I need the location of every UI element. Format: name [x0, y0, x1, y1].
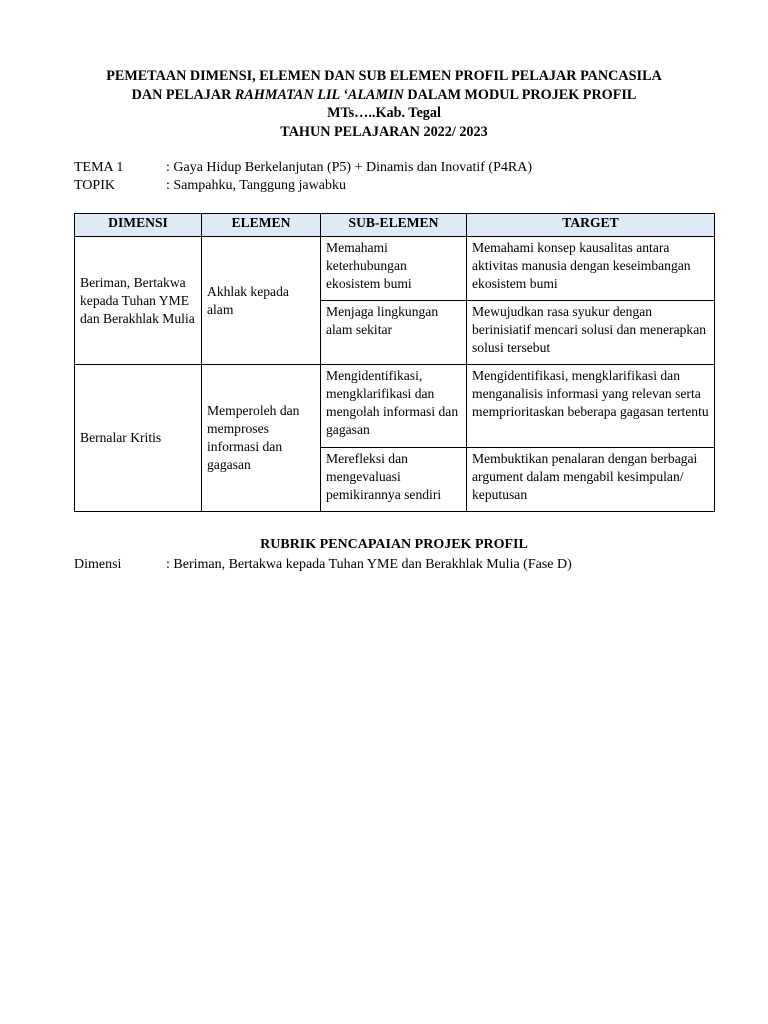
document-title — [0, 67, 768, 141]
tema-label: TEMA 1 — [74, 160, 124, 175]
table-header-row — [75, 214, 715, 237]
topik-label: TOPIK — [74, 178, 115, 193]
topik-value: : Sampahku, Tanggung jawabku — [166, 178, 346, 193]
table-row — [75, 237, 715, 301]
title-line-2-post: DALAM MODUL PROJEK PROFIL — [403, 86, 637, 103]
elemen-cell: Memperoleh dan memproses informasi dan gagasan — [202, 365, 321, 512]
mapping-table — [74, 213, 715, 512]
title-line-2-pre: DAN PELAJAR — [131, 86, 235, 103]
tema-row — [74, 159, 532, 177]
title-line-2 — [0, 86, 768, 105]
target-cell: Membuktikan penalaran dengan berbagai argument dalam mengabil kesimpulan/ keputusan — [467, 448, 715, 512]
title-line-4: TAHUN PELAJARAN 2022/ 2023 — [280, 123, 488, 140]
topik-row — [74, 177, 346, 195]
dimensi-cell: Beriman, Bertakwa kepada Tuhan YME dan Berakhlak Mulia — [75, 237, 202, 365]
dimensi-cell: Bernalar Kritis — [75, 365, 202, 512]
sub-elemen-cell: Memahami keterhubungan ekosistem bumi — [321, 237, 467, 301]
target-cell: Memahami konsep kausalitas antara aktivitas manusia dengan keseimbangan ekosistem bumi — [467, 237, 715, 301]
header-sub-elemen: SUB-ELEMEN — [321, 214, 467, 237]
sub-elemen-cell: Mengidentifikasi, mengklarifikasi dan mengolah informasi dan gagasan — [321, 365, 467, 448]
title-line-1: PEMETAAN DIMENSI, ELEMEN DAN SUB ELEMEN PROFIL PELAJAR PANCASILA — [106, 68, 662, 84]
header-elemen: ELEMEN — [202, 214, 321, 237]
rubrik-dimensi-label: Dimensi — [74, 557, 122, 572]
rubrik-dimensi-row — [74, 556, 572, 574]
title-line-2-italic: RAHMATAN LIL ‘ALAMIN — [234, 86, 404, 103]
rubrik-title: RUBRIK PENCAPAIAN PROJEK PROFIL — [260, 537, 528, 552]
target-cell: Mewujudkan rasa syukur dengan berinisiatif mencari solusi dan menerapkan solusi tersebut — [467, 301, 715, 365]
header-dimensi: DIMENSI — [75, 214, 202, 237]
rubrik-dimensi-value: : Beriman, Bertakwa kepada Tuhan YME dan Berakhlak Mulia (Fase D) — [166, 557, 572, 572]
sub-elemen-cell: Merefleksi dan mengevaluasi pemikirannya sendiri — [321, 448, 467, 512]
header-target: TARGET — [467, 214, 715, 237]
title-line-3: MTs…..Kab. Tegal — [327, 105, 441, 121]
target-cell: Mengidentifikasi, mengklarifikasi dan menganalisis informasi yang relevan serta memprioritaskan beberapa gagasan tertentu — [467, 365, 715, 448]
table-row — [75, 365, 715, 448]
sub-elemen-cell: Menjaga lingkungan alam sekitar — [321, 301, 467, 365]
elemen-cell: Akhlak kepada alam — [202, 237, 321, 365]
tema-value: : Gaya Hidup Berkelanjutan (P5) + Dinamis dan Inovatif (P4RA) — [166, 160, 532, 175]
